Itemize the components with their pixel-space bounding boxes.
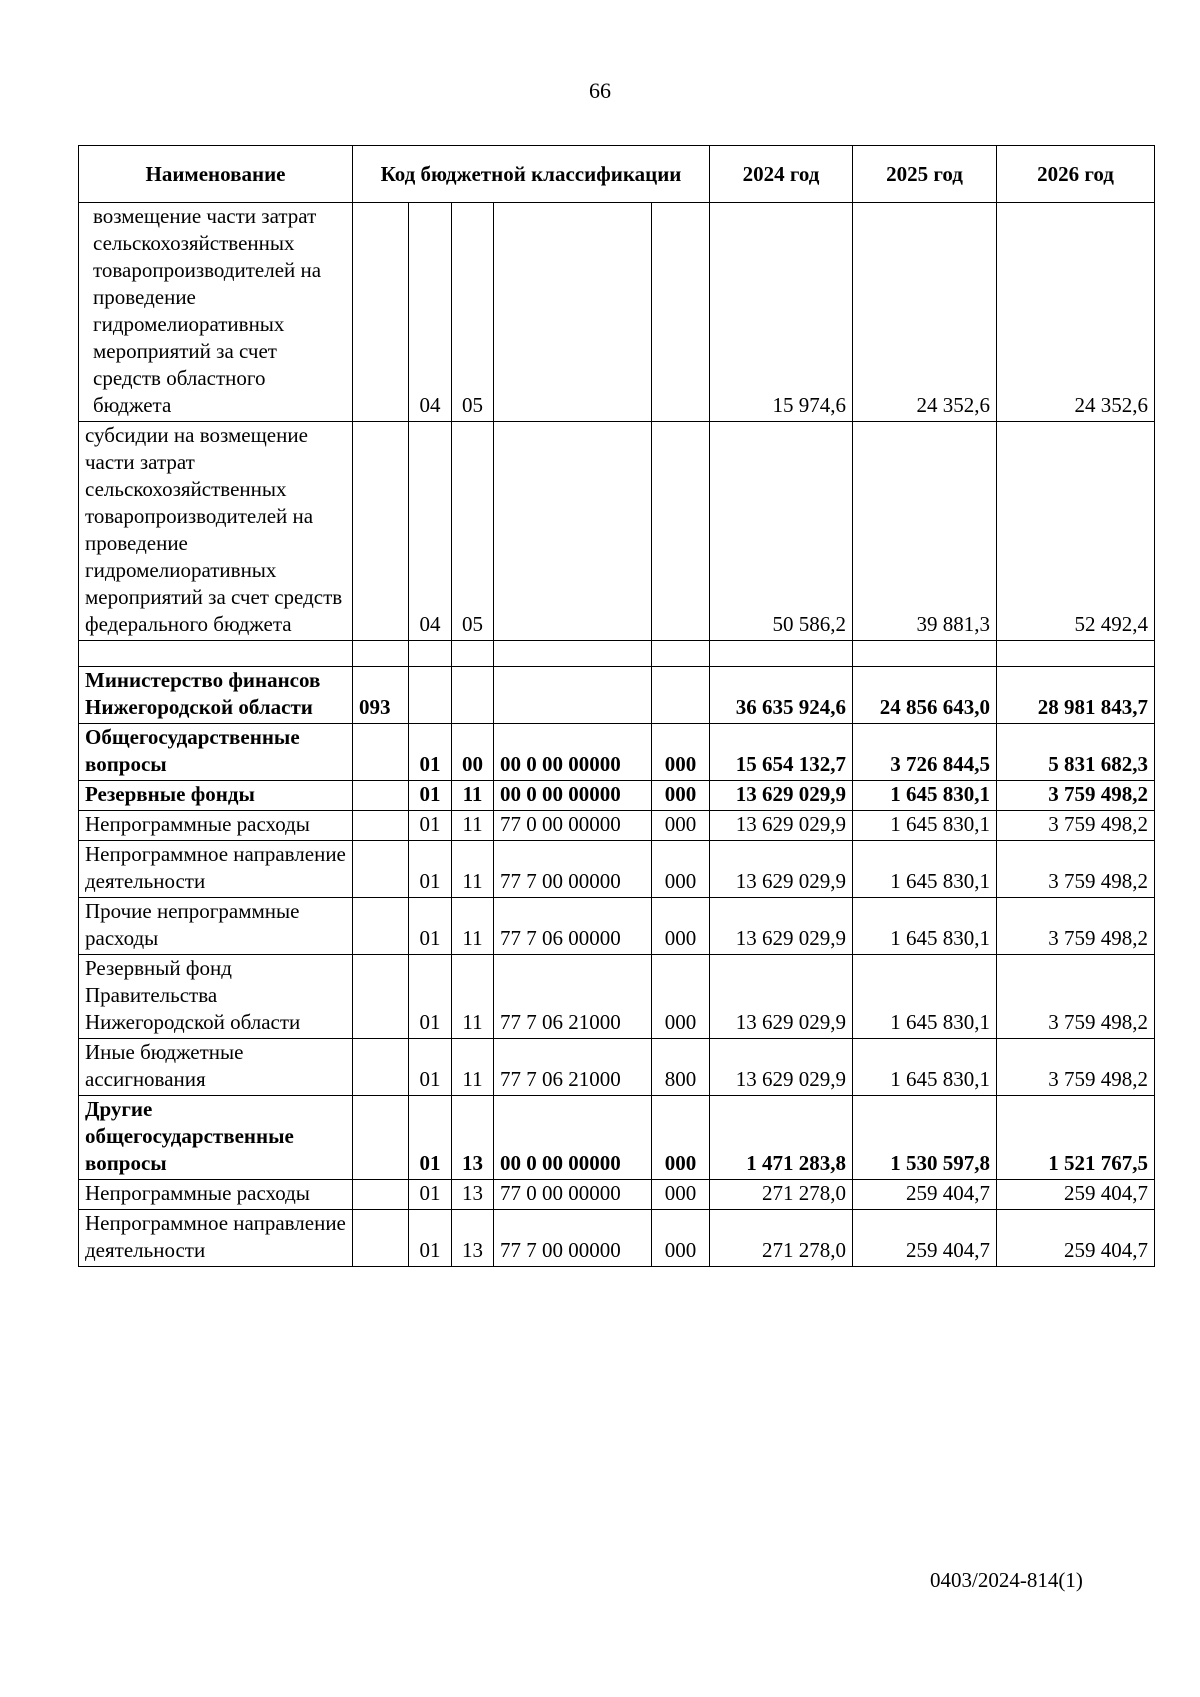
cell-csr: 00 0 00 00000 [494,1096,652,1180]
cell-y2026: 3 759 498,2 [997,898,1155,955]
table-row [79,1096,1155,1180]
cell-csr: 77 0 00 00000 [494,1180,652,1210]
cell-pr: 11 [452,955,494,1039]
header-2024: 2024 год [710,146,853,203]
cell-pr: 13 [452,1180,494,1210]
cell-name: Непрограммные расходы [79,811,353,841]
cell-y2026: 3 759 498,2 [997,1039,1155,1096]
cell-pr: 13 [452,1096,494,1180]
cell-y2024: 1 471 283,8 [710,1096,853,1180]
cell-vr: 000 [652,724,710,781]
cell-name: Резервные фонды [79,781,353,811]
table-row [79,955,1155,1039]
cell-y2024: 13 629 029,9 [710,955,853,1039]
table-row [79,422,1155,641]
table-row [79,667,1155,724]
cell-name: Иные бюджетные ассигнования [79,1039,353,1096]
cell-vd [353,1096,409,1180]
cell-y2026: 24 352,6 [997,203,1155,422]
cell-vr [652,667,710,724]
cell-y2025: 259 404,7 [853,1210,997,1267]
cell-y2024: 13 629 029,9 [710,811,853,841]
cell-vr: 000 [652,1180,710,1210]
cell-y2024: 13 629 029,9 [710,1039,853,1096]
cell-y2026: 259 404,7 [997,1180,1155,1210]
cell-y2026: 5 831 682,3 [997,724,1155,781]
cell-csr [494,667,652,724]
cell-y2025: 1 530 597,8 [853,1096,997,1180]
table-row [79,841,1155,898]
cell-rz: 01 [409,781,452,811]
cell-y2025: 1 645 830,1 [853,955,997,1039]
cell-name: Общегосударственные вопросы [79,724,353,781]
cell-pr: 11 [452,781,494,811]
spacer-cell [409,641,452,667]
cell-name: Непрограммное направление деятельности [79,841,353,898]
cell-vr: 000 [652,1096,710,1180]
table-row [79,781,1155,811]
cell-vd [353,781,409,811]
cell-name: Другие общегосударственные вопросы [79,1096,353,1180]
spacer-cell [494,641,652,667]
cell-y2026: 259 404,7 [997,1210,1155,1267]
budget-table [78,145,1155,1267]
cell-vr: 000 [652,781,710,811]
header-code: Код бюджетной классификации [353,146,710,203]
cell-pr: 11 [452,811,494,841]
cell-rz: 01 [409,955,452,1039]
cell-rz: 01 [409,898,452,955]
header-2026: 2026 год [997,146,1155,203]
cell-csr: 77 7 06 21000 [494,955,652,1039]
cell-pr: 05 [452,203,494,422]
spacer-cell [997,641,1155,667]
cell-pr: 11 [452,898,494,955]
cell-y2026: 3 759 498,2 [997,841,1155,898]
cell-csr [494,422,652,641]
cell-rz: 01 [409,811,452,841]
table-row [79,898,1155,955]
cell-name: Министерство финансов Нижегородской области [79,667,353,724]
cell-vr: 000 [652,1210,710,1267]
cell-rz: 04 [409,422,452,641]
cell-y2025: 1 645 830,1 [853,898,997,955]
cell-y2025: 1 645 830,1 [853,811,997,841]
table-row [79,1180,1155,1210]
cell-vd [353,203,409,422]
cell-vd [353,955,409,1039]
cell-csr: 77 7 06 00000 [494,898,652,955]
table-row [79,811,1155,841]
cell-rz: 01 [409,1180,452,1210]
cell-rz: 01 [409,1096,452,1180]
cell-name: Прочие непрограммные расходы [79,898,353,955]
cell-y2025: 259 404,7 [853,1180,997,1210]
cell-pr: 11 [452,841,494,898]
spacer-cell [79,641,353,667]
spacer-cell [710,641,853,667]
spacer-cell [853,641,997,667]
table-header [79,146,1155,203]
table-row [79,724,1155,781]
cell-y2024: 271 278,0 [710,1180,853,1210]
cell-y2025: 1 645 830,1 [853,1039,997,1096]
cell-y2024: 15 974,6 [710,203,853,422]
cell-csr: 77 7 00 00000 [494,1210,652,1267]
cell-y2026: 3 759 498,2 [997,811,1155,841]
cell-vd [353,1039,409,1096]
cell-pr [452,667,494,724]
cell-name: Резервный фонд Правительства Нижегородской области [79,955,353,1039]
cell-rz: 01 [409,724,452,781]
cell-y2024: 15 654 132,7 [710,724,853,781]
cell-csr: 00 0 00 00000 [494,724,652,781]
cell-y2026: 28 981 843,7 [997,667,1155,724]
cell-vd [353,1210,409,1267]
cell-rz: 01 [409,1039,452,1096]
table-row [79,1039,1155,1096]
cell-y2025: 39 881,3 [853,422,997,641]
cell-vr: 000 [652,841,710,898]
cell-y2026: 1 521 767,5 [997,1096,1155,1180]
cell-csr: 77 7 06 21000 [494,1039,652,1096]
cell-vr: 000 [652,898,710,955]
cell-y2024: 13 629 029,9 [710,898,853,955]
cell-vr: 800 [652,1039,710,1096]
cell-rz: 01 [409,841,452,898]
cell-vr [652,203,710,422]
spacer-row [79,641,1155,667]
table-row [79,203,1155,422]
cell-y2025: 1 645 830,1 [853,841,997,898]
cell-pr: 05 [452,422,494,641]
spacer-cell [452,641,494,667]
header-name: Наименование [79,146,353,203]
cell-vd: 093 [353,667,409,724]
cell-rz: 04 [409,203,452,422]
page-number: 66 [589,78,611,103]
cell-vd [353,811,409,841]
cell-csr: 00 0 00 00000 [494,781,652,811]
cell-y2025: 3 726 844,5 [853,724,997,781]
cell-rz: 01 [409,1210,452,1267]
cell-pr: 11 [452,1039,494,1096]
cell-y2025: 24 856 643,0 [853,667,997,724]
cell-y2024: 50 586,2 [710,422,853,641]
cell-pr: 13 [452,1210,494,1267]
spacer-cell [652,641,710,667]
cell-y2025: 1 645 830,1 [853,781,997,811]
cell-y2026: 3 759 498,2 [997,955,1155,1039]
cell-name: субсидии на возмещение части затрат сельскохозяйственных товаропроизводителей на проведение гидромелиоративных мероприятий за счет средств федерального бюджета [79,422,353,641]
cell-csr: 77 7 00 00000 [494,841,652,898]
cell-y2026: 52 492,4 [997,422,1155,641]
cell-csr [494,203,652,422]
cell-y2025: 24 352,6 [853,203,997,422]
cell-vr [652,422,710,641]
cell-csr: 77 0 00 00000 [494,811,652,841]
cell-vd [353,724,409,781]
cell-vr: 000 [652,811,710,841]
cell-name: Непрограммные расходы [79,1180,353,1210]
cell-y2024: 13 629 029,9 [710,781,853,811]
cell-vr: 000 [652,955,710,1039]
cell-vd [353,1180,409,1210]
cell-y2024: 13 629 029,9 [710,841,853,898]
document-code: 0403/2024-814(1) [930,1568,1083,1592]
cell-y2024: 36 635 924,6 [710,667,853,724]
cell-rz [409,667,452,724]
cell-vd [353,841,409,898]
cell-name: Непрограммное направление деятельности [79,1210,353,1267]
spacer-cell [353,641,409,667]
cell-vd [353,422,409,641]
header-2025: 2025 год [853,146,997,203]
cell-y2024: 271 278,0 [710,1210,853,1267]
table-row [79,1210,1155,1267]
cell-pr: 00 [452,724,494,781]
cell-y2026: 3 759 498,2 [997,781,1155,811]
cell-name: возмещение части затрат сельскохозяйственных товаропроизводителей на проведение гидромелиоративных мероприятий за счет средств областного бюджета [79,203,353,422]
cell-vd [353,898,409,955]
